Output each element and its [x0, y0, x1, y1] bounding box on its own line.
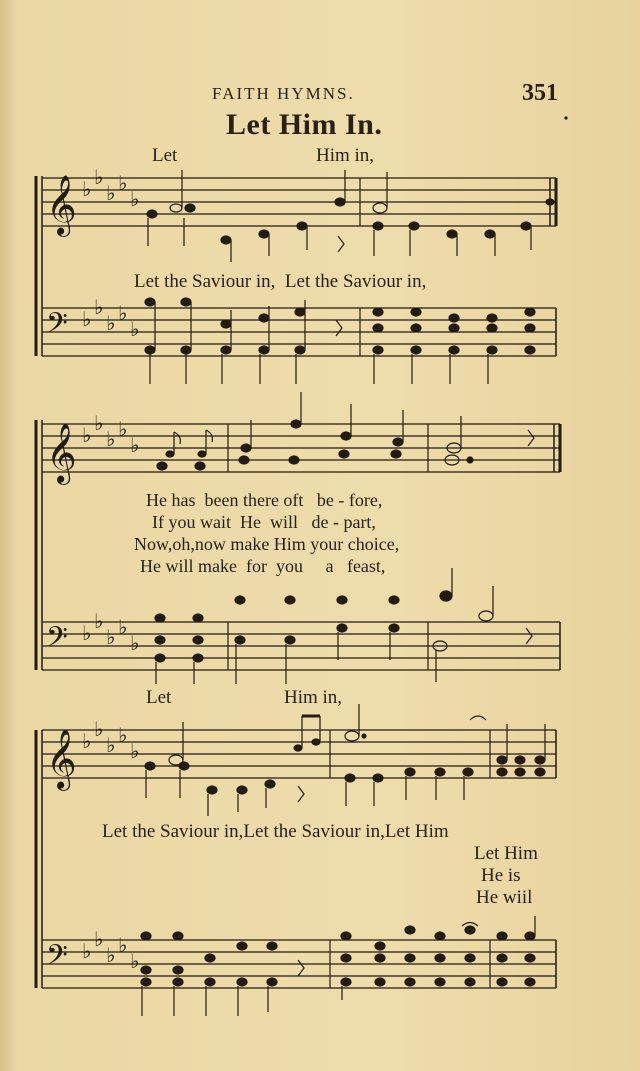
- treble-clef-icon: 𝄞: [46, 175, 77, 235]
- svg-text:♭: ♭: [94, 411, 104, 435]
- running-header: FAITH HYMNS.: [212, 84, 355, 103]
- bass-notes-1: [145, 298, 535, 384]
- svg-text:♭: ♭: [118, 933, 128, 957]
- svg-text:♭: ♭: [118, 417, 128, 441]
- printer-mark-dot: [564, 116, 567, 119]
- svg-text:♭: ♭: [106, 733, 116, 757]
- verse-line-3: Now,oh,now make Him your choice,: [134, 534, 400, 554]
- svg-text:♭: ♭: [130, 187, 140, 211]
- lyric-let-2: Let: [146, 687, 172, 708]
- treble-notes-3: [145, 704, 545, 816]
- treble-notes-1: [147, 170, 554, 262]
- system-3: [36, 704, 556, 1016]
- svg-text:♭: ♭: [94, 295, 104, 319]
- key-signature-flats-icon: [82, 165, 139, 341]
- svg-text:♭: ♭: [106, 427, 116, 451]
- svg-text:♭: ♭: [94, 927, 104, 951]
- verse-line-4: He will make for you a feast,: [140, 556, 386, 576]
- svg-text:♭: ♭: [130, 949, 140, 973]
- svg-text:♭: ♭: [118, 723, 128, 747]
- svg-text:♭: ♭: [130, 433, 140, 457]
- svg-text:♭: ♭: [118, 301, 128, 325]
- svg-text:♭: ♭: [130, 317, 140, 341]
- svg-text:♭: ♭: [82, 177, 92, 201]
- bass-notes-3: [141, 916, 535, 1016]
- svg-text:♭: ♭: [118, 171, 128, 195]
- treble-clef-icon: 𝄞: [46, 729, 77, 789]
- svg-text:♭: ♭: [94, 717, 104, 741]
- page-number: 351: [522, 80, 558, 106]
- svg-text:♭: ♭: [106, 181, 116, 205]
- lyric-let: Let: [152, 145, 178, 166]
- lyric-him-in-2: Him in,: [284, 687, 343, 708]
- svg-text:♭: ♭: [94, 609, 104, 633]
- svg-text:♭: ♭: [82, 423, 92, 447]
- treble-clef-icon: 𝄞: [46, 423, 77, 483]
- verse-line-2: If you wait He will de - part,: [152, 512, 376, 532]
- svg-text:♭: ♭: [118, 615, 128, 639]
- svg-text:♭: ♭: [130, 631, 140, 655]
- treble-notes-2: [157, 392, 534, 470]
- bass-notes-2: [155, 568, 532, 684]
- svg-text:♭: ♭: [130, 739, 140, 763]
- svg-text:♭: ♭: [82, 939, 92, 963]
- verse-line-1: He has been there oft be - fore,: [146, 490, 383, 510]
- svg-text:♭: ♭: [106, 943, 116, 967]
- svg-text:♭: ♭: [82, 307, 92, 331]
- lyric-cont-let-him: Let Him: [474, 843, 538, 864]
- svg-text:♭: ♭: [82, 729, 92, 753]
- lyric-let-the-saviour-in-2: Let the Saviour in,Let the Saviour in,Let Him: [102, 821, 449, 842]
- hymn-title: Let Him In.: [226, 108, 383, 141]
- svg-text:♭: ♭: [82, 621, 92, 645]
- lyric-him-in: Him in,: [316, 145, 375, 166]
- bass-clef-icon: 𝄢: [46, 621, 68, 661]
- key-signature-flats-icon: [82, 717, 139, 973]
- svg-text:♭: ♭: [94, 165, 104, 189]
- system-1: [36, 165, 556, 384]
- bass-clef-icon: 𝄢: [46, 307, 68, 347]
- lyric-cont-he-is: He is: [481, 865, 521, 886]
- lyric-let-the-saviour-in: Let the Saviour in, Let the Saviour in,: [134, 271, 427, 292]
- svg-text:♭: ♭: [106, 311, 116, 335]
- bass-clef-icon: 𝄢: [46, 939, 68, 979]
- lyric-cont-he-wiil: He wiil: [476, 887, 533, 908]
- system-2: [36, 392, 560, 684]
- svg-text:♭: ♭: [106, 625, 116, 649]
